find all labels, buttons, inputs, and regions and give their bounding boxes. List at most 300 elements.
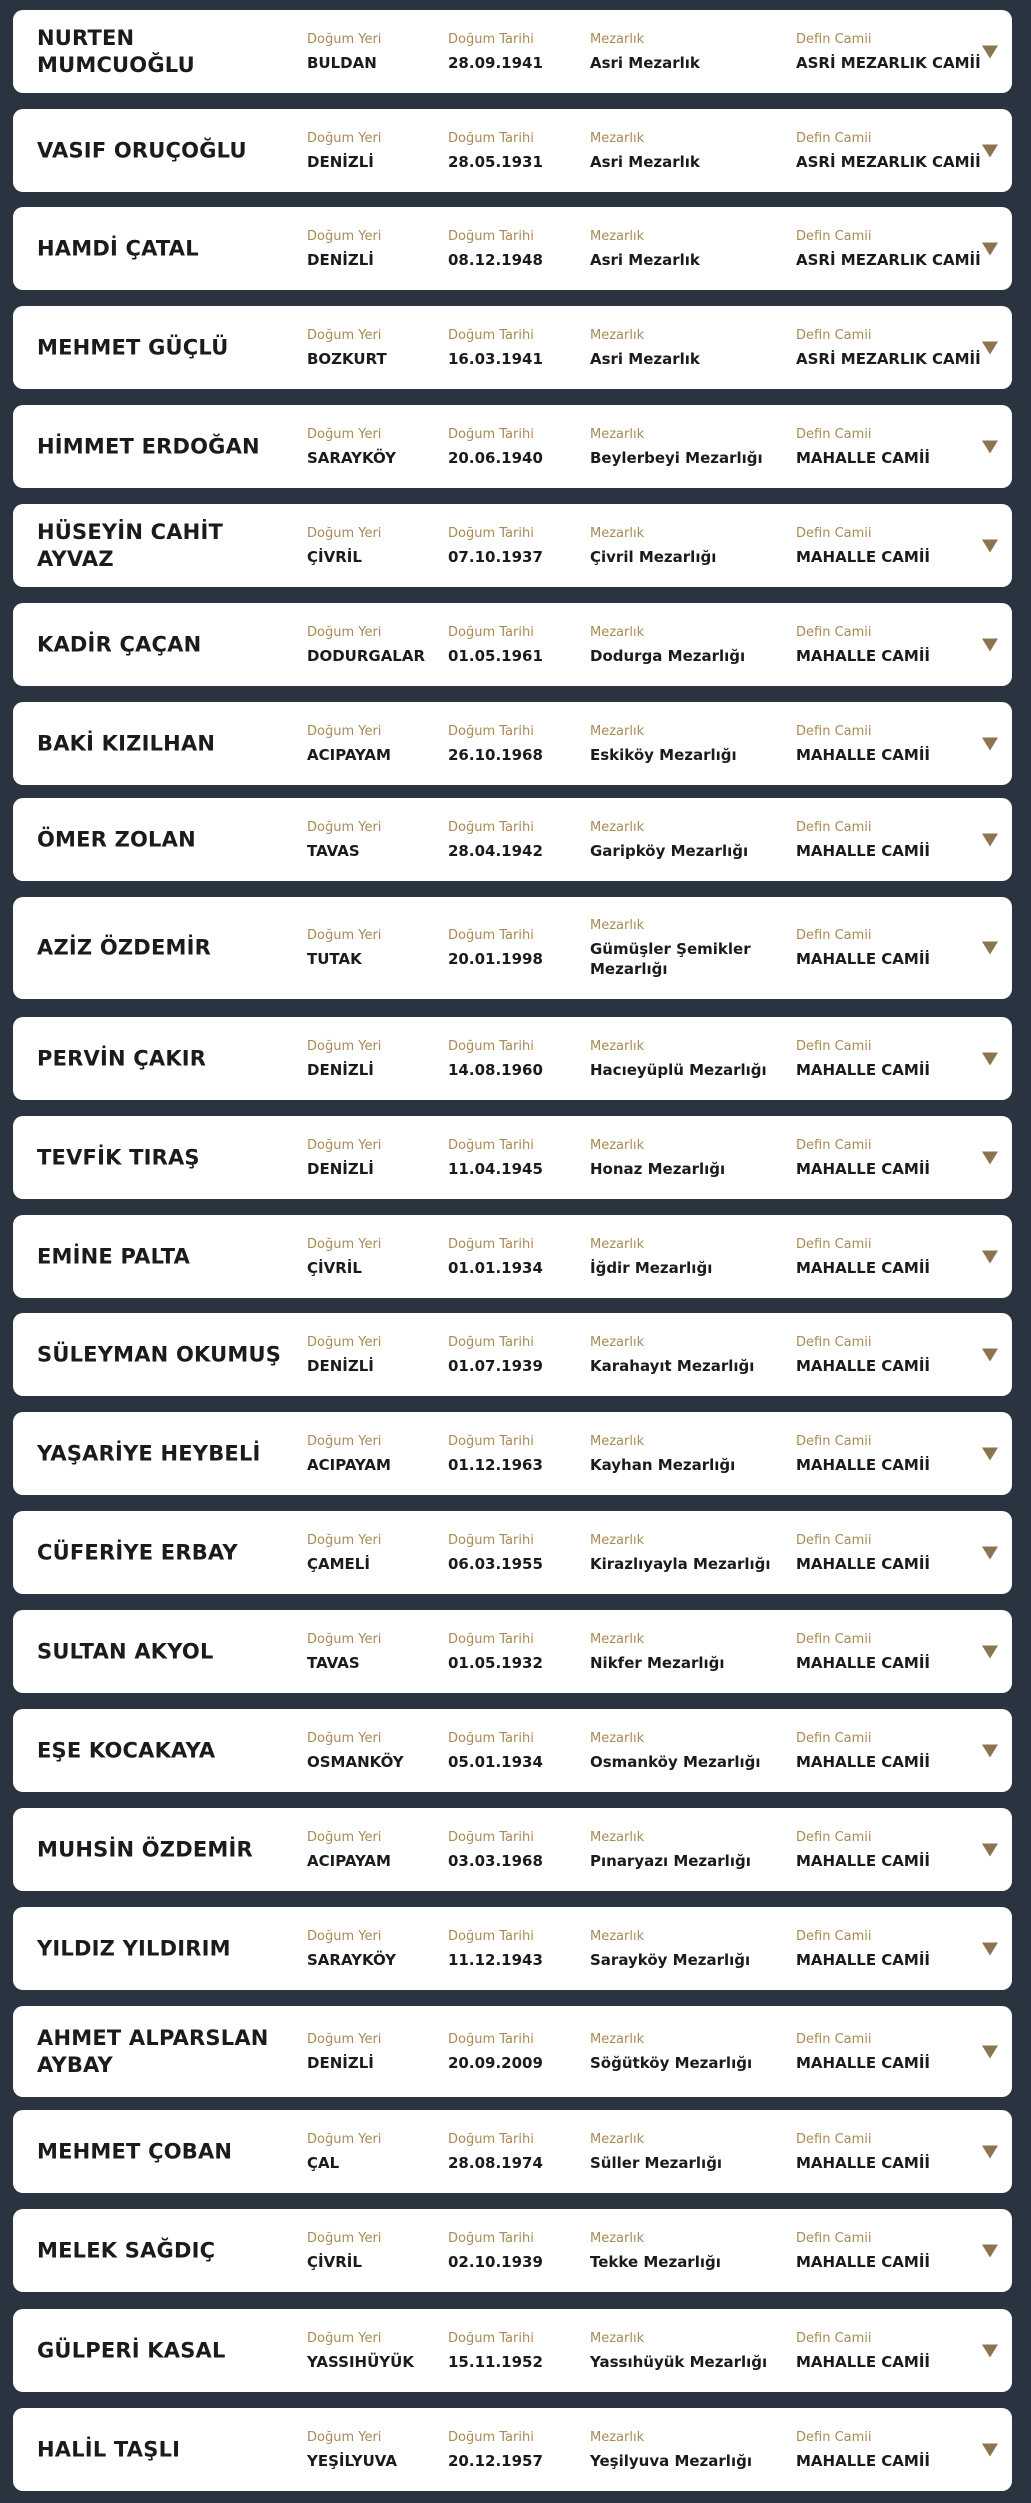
cemetery-field <box>590 525 785 567</box>
funeral-record-card[interactable] <box>13 2209 1012 2292</box>
cemetery-value: Asri Mezarlık <box>590 349 700 368</box>
birth-place-label: Doğum Yeri <box>307 1334 382 1350</box>
cemetery-field <box>590 1038 785 1080</box>
cemetery-field <box>590 2031 785 2073</box>
cemetery-value: Asri Mezarlık <box>590 53 700 72</box>
cemetery-field <box>590 130 785 172</box>
mosque-field <box>796 723 981 765</box>
funeral-record-card[interactable] <box>13 2408 1012 2491</box>
mosque-label: Defin Camii <box>796 1334 872 1350</box>
mosque-value: ASRİ MEZARLIK CAMİİ <box>796 349 981 368</box>
cemetery-value: Kayhan Mezarlığı <box>590 1455 736 1474</box>
mosque-value: MAHALLE CAMİİ <box>796 1455 930 1474</box>
birth-place-value: DENİZLİ <box>307 2053 374 2072</box>
birth-place-field <box>307 130 437 172</box>
mosque-value: MAHALLE CAMİİ <box>796 1752 930 1771</box>
mosque-label: Defin Camii <box>796 2429 872 2445</box>
birth-place-value: DENİZLİ <box>307 1060 374 1079</box>
deceased-name: EMİNE PALTA <box>37 1244 191 1268</box>
chevron-down-icon[interactable] <box>982 1447 998 1460</box>
birth-place-label: Doğum Yeri <box>307 2330 382 2346</box>
birth-place-value: TUTAK <box>307 950 362 968</box>
mosque-label: Defin Camii <box>796 2330 872 2346</box>
cemetery-label: Mezarlık <box>590 1928 645 1944</box>
birth-date-value: 06.03.1955 <box>448 1554 543 1573</box>
birth-place-field <box>307 228 437 270</box>
cemetery-label: Mezarlık <box>590 31 645 47</box>
cemetery-value: Sarayköy Mezarlığı <box>590 1950 751 1969</box>
birth-date-field <box>448 2429 583 2471</box>
funeral-record-card[interactable] <box>13 2309 1012 2392</box>
funeral-record-card[interactable] <box>13 207 1012 290</box>
mosque-value: MAHALLE CAMİİ <box>796 448 930 467</box>
birth-place-field <box>307 2429 437 2471</box>
birth-date-label: Doğum Tarihi <box>448 1137 534 1153</box>
chevron-down-icon[interactable] <box>982 2145 998 2158</box>
birth-date-value: 28.04.1942 <box>448 841 543 860</box>
birth-place-field <box>307 1631 437 1673</box>
cemetery-value: Beylerbeyi Mezarlığı <box>590 448 763 467</box>
birth-date-field <box>448 1433 583 1475</box>
cemetery-label: Mezarlık <box>590 1829 645 1845</box>
mosque-label: Defin Camii <box>796 1829 872 1845</box>
cemetery-label: Mezarlık <box>590 1038 645 1054</box>
chevron-down-icon[interactable] <box>982 1645 998 1658</box>
deceased-name: PERVİN ÇAKIR <box>37 1046 207 1070</box>
birth-place-value: DENİZLİ <box>307 250 374 269</box>
birth-place-field <box>307 2330 437 2372</box>
funeral-record-card[interactable] <box>13 1215 1012 1298</box>
birth-place-value: SARAYKÖY <box>307 448 397 467</box>
funeral-record-card[interactable] <box>13 1017 1012 1100</box>
chevron-down-icon[interactable] <box>982 1052 998 1065</box>
birth-place-label: Doğum Yeri <box>307 1433 382 1449</box>
birth-date-field <box>448 130 583 172</box>
cemetery-label: Mezarlık <box>590 525 645 541</box>
cemetery-field <box>590 31 785 73</box>
funeral-record-card[interactable] <box>13 702 1012 785</box>
funeral-record-card[interactable] <box>13 1907 1012 1990</box>
cemetery-value: Hacıeyüplü Mezarlığı <box>590 1060 767 1079</box>
funeral-record-card[interactable] <box>13 1808 1012 1891</box>
funeral-record-card[interactable] <box>13 306 1012 389</box>
mosque-field <box>796 927 981 969</box>
mosque-field <box>796 1631 981 1673</box>
funeral-record-card[interactable] <box>13 2006 1012 2097</box>
chevron-down-icon[interactable] <box>982 833 998 846</box>
birth-place-value: ÇİVRİL <box>307 1258 362 1277</box>
birth-place-field <box>307 927 437 969</box>
birth-date-value: 01.05.1932 <box>448 1653 543 1672</box>
cemetery-field <box>590 1433 785 1475</box>
deceased-name: CÜFERİYE ERBAY <box>37 1540 238 1564</box>
birth-date-label: Doğum Tarihi <box>448 1730 534 1746</box>
birth-place-label: Doğum Yeri <box>307 130 382 146</box>
cemetery-label: Mezarlık <box>590 1730 645 1746</box>
funeral-record-card[interactable] <box>13 109 1012 192</box>
deceased-name: EŞE KOCAKAYA <box>37 1738 216 1762</box>
deceased-name: HİMMET ERDOĞAN <box>37 434 260 458</box>
deceased-name: HAMDİ ÇATAL <box>37 236 199 260</box>
mosque-label: Defin Camii <box>796 1038 872 1054</box>
mosque-value: ASRİ MEZARLIK CAMİİ <box>796 53 981 72</box>
birth-date-label: Doğum Tarihi <box>448 2330 534 2346</box>
mosque-value: MAHALLE CAMİİ <box>796 1950 930 1969</box>
birth-date-value: 11.04.1945 <box>448 1159 543 1178</box>
birth-date-field <box>448 426 583 468</box>
birth-place-label: Doğum Yeri <box>307 819 382 835</box>
birth-date-label: Doğum Tarihi <box>448 624 534 640</box>
birth-place-label: Doğum Yeri <box>307 1137 382 1153</box>
chevron-down-icon[interactable] <box>982 1744 998 1757</box>
funeral-record-card[interactable] <box>13 405 1012 488</box>
birth-place-field <box>307 1236 437 1278</box>
cemetery-label: Mezarlık <box>590 2131 645 2147</box>
chevron-down-icon[interactable] <box>982 638 998 651</box>
mosque-field <box>796 1829 981 1871</box>
cemetery-label: Mezarlık <box>590 2429 645 2445</box>
cemetery-field <box>590 228 785 270</box>
birth-date-value: 28.09.1941 <box>448 53 543 72</box>
cemetery-value: Karahayıt Mezarlığı <box>590 1356 755 1375</box>
deceased-name: MEHMET GÜÇLÜ <box>37 335 229 359</box>
cemetery-label: Mezarlık <box>590 426 645 442</box>
cemetery-label: Mezarlık <box>590 1137 645 1153</box>
birth-date-field <box>448 327 583 369</box>
birth-date-label: Doğum Tarihi <box>448 2031 534 2047</box>
birth-date-label: Doğum Tarihi <box>448 928 534 943</box>
funeral-record-card[interactable] <box>13 504 1012 587</box>
birth-date-field <box>448 1730 583 1772</box>
birth-date-label: Doğum Tarihi <box>448 327 534 343</box>
mosque-label: Defin Camii <box>796 819 872 835</box>
birth-date-label: Doğum Tarihi <box>448 525 534 541</box>
mosque-value: MAHALLE CAMİİ <box>796 1060 930 1079</box>
mosque-value: MAHALLE CAMİİ <box>796 646 930 665</box>
birth-date-field <box>448 1928 583 1970</box>
birth-place-label: Doğum Yeri <box>307 1038 382 1054</box>
birth-place-value: DENİZLİ <box>307 1159 374 1178</box>
mosque-value: MAHALLE CAMİİ <box>796 745 930 764</box>
funeral-record-card[interactable] <box>13 603 1012 686</box>
mosque-value: MAHALLE CAMİİ <box>796 2352 930 2371</box>
mosque-field <box>796 819 981 861</box>
deceased-name: MUHSİN ÖZDEMİR <box>37 1837 253 1861</box>
birth-date-field <box>448 2330 583 2372</box>
funeral-record-card[interactable] <box>13 897 1012 999</box>
birth-date-value: 01.12.1963 <box>448 1455 543 1474</box>
birth-date-field <box>448 1137 583 1179</box>
cemetery-label: Mezarlık <box>590 819 645 835</box>
birth-place-field <box>307 31 437 73</box>
chevron-down-icon[interactable] <box>982 2244 998 2257</box>
cemetery-field <box>590 723 785 765</box>
birth-place-label: Doğum Yeri <box>307 723 382 739</box>
mosque-value: MAHALLE CAMİİ <box>796 1653 930 1672</box>
funeral-record-card[interactable] <box>13 1511 1012 1594</box>
birth-place-field <box>307 1433 437 1475</box>
birth-place-field <box>307 1532 437 1574</box>
mosque-value: MAHALLE CAMİİ <box>796 841 930 860</box>
cemetery-field <box>590 1137 785 1179</box>
birth-date-field <box>448 624 583 666</box>
birth-place-label: Doğum Yeri <box>307 228 382 244</box>
mosque-field <box>796 1532 981 1574</box>
cemetery-field <box>590 2429 785 2471</box>
cemetery-label: Mezarlık <box>590 1334 645 1350</box>
deceased-name: BAKİ KIZILHAN <box>37 731 216 755</box>
chevron-down-icon[interactable] <box>982 45 998 58</box>
birth-date-label: Doğum Tarihi <box>448 1928 534 1944</box>
mosque-field <box>796 1236 981 1278</box>
cemetery-label: Mezarlık <box>590 1532 645 1548</box>
funeral-record-card[interactable] <box>13 10 1012 93</box>
cemetery-label: Mezarlık <box>590 624 645 640</box>
cemetery-value: Asri Mezarlık <box>590 152 700 171</box>
mosque-field <box>796 31 981 73</box>
chevron-down-icon[interactable] <box>982 2045 998 2058</box>
deceased-name: HALİL TAŞLI <box>37 2437 181 2461</box>
birth-date-field <box>448 1236 583 1278</box>
chevron-down-icon[interactable] <box>982 2443 998 2456</box>
mosque-value: MAHALLE CAMİİ <box>796 1851 930 1870</box>
deceased-name: SULTAN AKYOL <box>37 1639 214 1663</box>
chevron-down-icon[interactable] <box>982 1151 998 1164</box>
mosque-field <box>796 327 981 369</box>
birth-date-value: 16.03.1941 <box>448 349 543 368</box>
birth-place-label: Doğum Yeri <box>307 2230 382 2246</box>
birth-place-label: Doğum Yeri <box>307 1730 382 1746</box>
birth-place-field <box>307 525 437 567</box>
birth-place-value: ACIPAYAM <box>307 1851 391 1870</box>
mosque-label: Defin Camii <box>796 624 872 640</box>
chevron-down-icon[interactable] <box>982 144 998 157</box>
mosque-field <box>796 1334 981 1376</box>
birth-place-label: Doğum Yeri <box>307 928 382 943</box>
mosque-value: MAHALLE CAMİİ <box>796 547 930 566</box>
birth-date-value: 20.09.2009 <box>448 2053 543 2072</box>
mosque-label: Defin Camii <box>796 1928 872 1944</box>
birth-place-value: ÇAMELİ <box>307 1554 370 1573</box>
cemetery-field <box>590 327 785 369</box>
deceased-name: AHMET ALPARSLAN AYBAY <box>37 2025 269 2077</box>
birth-date-field <box>448 819 583 861</box>
cemetery-field <box>590 2230 785 2272</box>
birth-date-field <box>448 927 583 969</box>
birth-date-label: Doğum Tarihi <box>448 1038 534 1054</box>
cemetery-value: Kirazlıyayla Mezarlığı <box>590 1554 771 1573</box>
birth-date-label: Doğum Tarihi <box>448 1236 534 1252</box>
mosque-label: Defin Camii <box>796 327 872 343</box>
birth-date-field <box>448 1334 583 1376</box>
birth-date-field <box>448 2230 583 2272</box>
birth-place-value: YASSIHÜYÜK <box>307 2352 414 2371</box>
deceased-name: SÜLEYMAN OKUMUŞ <box>37 1342 282 1366</box>
birth-date-value: 07.10.1937 <box>448 547 543 566</box>
cemetery-value: Pınaryazı Mezarlığı <box>590 1851 751 1870</box>
birth-date-value: 02.10.1939 <box>448 2252 543 2271</box>
birth-date-field <box>448 2131 583 2173</box>
cemetery-field <box>590 624 785 666</box>
cemetery-field <box>590 1928 785 1970</box>
funeral-record-card[interactable] <box>13 798 1012 881</box>
birth-date-value: 08.12.1948 <box>448 250 543 269</box>
birth-date-value: 03.03.1968 <box>448 1851 543 1870</box>
mosque-value: MAHALLE CAMİİ <box>796 2153 930 2172</box>
mosque-label: Defin Camii <box>796 130 872 146</box>
chevron-down-icon[interactable] <box>982 2344 998 2357</box>
birth-place-label: Doğum Yeri <box>307 1829 382 1845</box>
chevron-down-icon[interactable] <box>982 1546 998 1559</box>
cemetery-label: Mezarlık <box>590 1236 645 1252</box>
mosque-label: Defin Camii <box>796 1730 872 1746</box>
deceased-name: NURTEN MUMCUOĞLU <box>37 25 195 77</box>
cemetery-field <box>590 1532 785 1574</box>
birth-place-value: ÇİVRİL <box>307 2252 362 2271</box>
mosque-value: MAHALLE CAMİİ <box>796 1159 930 1178</box>
mosque-field <box>796 130 981 172</box>
mosque-label: Defin Camii <box>796 2131 872 2147</box>
chevron-down-icon[interactable] <box>982 1942 998 1955</box>
chevron-down-icon[interactable] <box>982 341 998 354</box>
deceased-name: HÜSEYİN CAHİT AYVAZ <box>37 519 223 571</box>
cemetery-value: Süller Mezarlığı <box>590 2153 723 2172</box>
birth-place-value: TAVAS <box>307 841 360 860</box>
cemetery-value: Çivril Mezarlığı <box>590 547 717 566</box>
mosque-value: ASRİ MEZARLIK CAMİİ <box>796 152 981 171</box>
deceased-name: AZİZ ÖZDEMİR <box>37 935 211 960</box>
birth-place-value: BOZKURT <box>307 349 387 368</box>
cemetery-value: Söğütköy Mezarlığı <box>590 2053 753 2072</box>
birth-place-value: DENİZLİ <box>307 1356 374 1375</box>
funeral-record-card[interactable] <box>13 1412 1012 1495</box>
mosque-label: Defin Camii <box>796 1532 872 1548</box>
birth-place-value: SARAYKÖY <box>307 1950 397 1969</box>
birth-place-value: ACIPAYAM <box>307 1455 391 1474</box>
mosque-label: Defin Camii <box>796 2230 872 2246</box>
birth-date-label: Doğum Tarihi <box>448 426 534 442</box>
funeral-record-card[interactable] <box>13 1610 1012 1693</box>
birth-date-value: 05.01.1934 <box>448 1752 543 1771</box>
mosque-label: Defin Camii <box>796 723 872 739</box>
mosque-value: MAHALLE CAMİİ <box>796 1258 930 1277</box>
mosque-label: Defin Camii <box>796 426 872 442</box>
birth-date-value: 20.12.1957 <box>448 2451 543 2470</box>
birth-date-value: 20.01.1998 <box>448 950 543 968</box>
birth-date-label: Doğum Tarihi <box>448 1631 534 1647</box>
deceased-name: VASIF ORUÇOĞLU <box>37 138 247 162</box>
cemetery-field <box>590 1730 785 1772</box>
birth-place-field <box>307 1928 437 1970</box>
mosque-field <box>796 1137 981 1179</box>
deceased-name: MEHMET ÇOBAN <box>37 2139 233 2163</box>
cemetery-label: Mezarlık <box>590 2031 645 2047</box>
cemetery-label: Mezarlık <box>590 2230 645 2246</box>
birth-date-field <box>448 1532 583 1574</box>
mosque-field <box>796 1928 981 1970</box>
chevron-down-icon[interactable] <box>982 440 998 453</box>
deceased-name: MELEK SAĞDIÇ <box>37 2238 216 2262</box>
mosque-field <box>796 2131 981 2173</box>
mosque-value: MAHALLE CAMİİ <box>796 1554 930 1573</box>
birth-place-label: Doğum Yeri <box>307 1532 382 1548</box>
birth-place-label: Doğum Yeri <box>307 327 382 343</box>
cemetery-label: Mezarlık <box>590 918 645 933</box>
birth-place-label: Doğum Yeri <box>307 2031 382 2047</box>
cemetery-value: Eskiköy Mezarlığı <box>590 745 737 764</box>
birth-place-value: OSMANKÖY <box>307 1752 404 1771</box>
chevron-down-icon[interactable] <box>982 1250 998 1263</box>
mosque-field <box>796 2429 981 2471</box>
birth-date-label: Doğum Tarihi <box>448 228 534 244</box>
mosque-value: MAHALLE CAMİİ <box>796 2451 930 2470</box>
birth-date-field <box>448 1829 583 1871</box>
mosque-value: ASRİ MEZARLIK CAMİİ <box>796 250 981 269</box>
cemetery-value: Yassıhüyük Mezarlığı <box>590 2352 768 2371</box>
mosque-label: Defin Camii <box>796 1631 872 1647</box>
birth-date-field <box>448 525 583 567</box>
birth-place-label: Doğum Yeri <box>307 1236 382 1252</box>
birth-date-value: 15.11.1952 <box>448 2352 543 2371</box>
birth-place-field <box>307 1137 437 1179</box>
mosque-field <box>796 2330 981 2372</box>
funeral-record-card[interactable] <box>13 2110 1012 2193</box>
birth-place-value: ÇAL <box>307 2153 340 2172</box>
birth-date-value: 26.10.1968 <box>448 745 543 764</box>
cemetery-field <box>590 1236 785 1278</box>
birth-date-value: 28.05.1931 <box>448 152 543 171</box>
funeral-record-card[interactable] <box>13 1116 1012 1199</box>
chevron-down-icon[interactable] <box>982 242 998 255</box>
mosque-field <box>796 2230 981 2272</box>
funeral-record-card[interactable] <box>13 1709 1012 1792</box>
cemetery-value: Asri Mezarlık <box>590 250 700 269</box>
mosque-field <box>796 1433 981 1475</box>
cemetery-value: Yeşilyuva Mezarlığı <box>590 2451 752 2470</box>
birth-place-value: ACIPAYAM <box>307 745 391 764</box>
birth-place-label: Doğum Yeri <box>307 426 382 442</box>
mosque-label: Defin Camii <box>796 31 872 47</box>
funeral-record-card[interactable] <box>13 1313 1012 1396</box>
cemetery-label: Mezarlık <box>590 228 645 244</box>
mosque-value: MAHALLE CAMİİ <box>796 950 930 968</box>
cemetery-field <box>590 426 785 468</box>
cemetery-value: Garipköy Mezarlığı <box>590 841 749 860</box>
birth-place-value: DENİZLİ <box>307 152 374 171</box>
cemetery-field <box>590 1829 785 1871</box>
birth-date-value: 01.01.1934 <box>448 1258 543 1277</box>
chevron-down-icon[interactable] <box>982 737 998 750</box>
chevron-down-icon[interactable] <box>982 1843 998 1856</box>
birth-place-label: Doğum Yeri <box>307 31 382 47</box>
deceased-name: ÖMER ZOLAN <box>37 827 196 851</box>
birth-date-label: Doğum Tarihi <box>448 1433 534 1449</box>
cemetery-value: Osmanköy Mezarlığı <box>590 1752 761 1771</box>
birth-place-value: TAVAS <box>307 1653 360 1672</box>
chevron-down-icon[interactable] <box>982 1348 998 1361</box>
birth-place-label: Doğum Yeri <box>307 1631 382 1647</box>
cemetery-field <box>590 2330 785 2372</box>
birth-place-field <box>307 327 437 369</box>
mosque-field <box>796 426 981 468</box>
deceased-name: GÜLPERİ KASAL <box>37 2338 226 2362</box>
birth-place-field <box>307 2031 437 2073</box>
chevron-down-icon[interactable] <box>982 942 998 955</box>
birth-place-label: Doğum Yeri <box>307 1928 382 1944</box>
birth-date-field <box>448 723 583 765</box>
birth-date-label: Doğum Tarihi <box>448 819 534 835</box>
chevron-down-icon[interactable] <box>982 539 998 552</box>
